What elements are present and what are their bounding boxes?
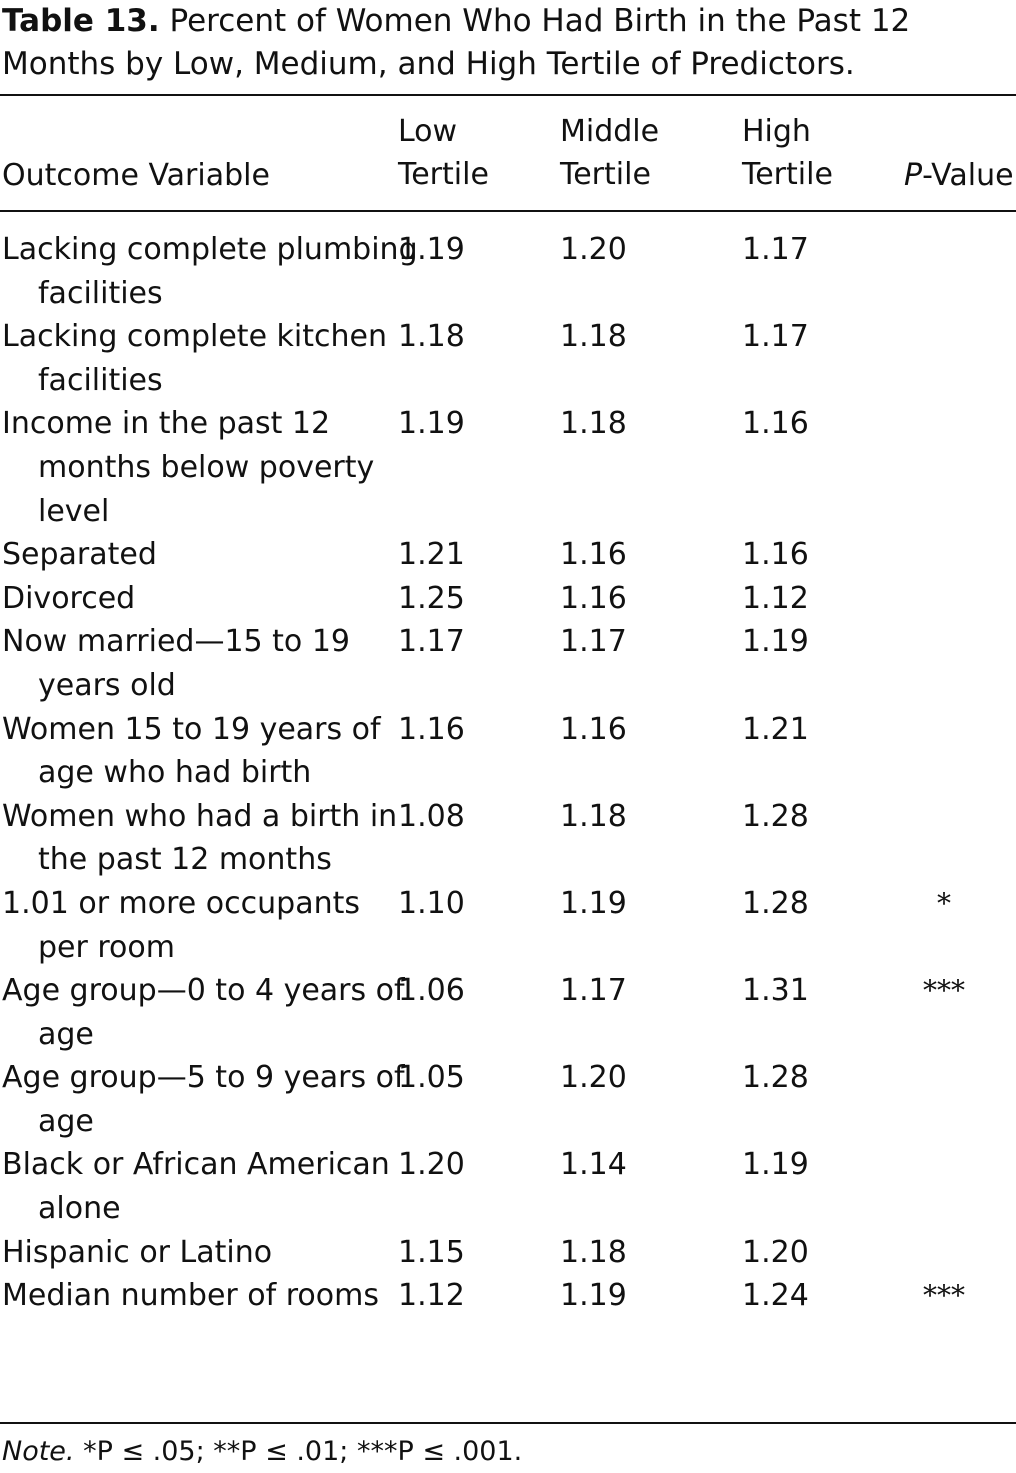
cell-high-tertile: 1.19 [742, 1147, 809, 1183]
cell-middle-tertile: 1.20 [560, 232, 627, 267]
cell-high-tertile: 1.16 [742, 406, 809, 442]
table-number: Table 13. [2, 3, 160, 39]
table-row [0, 882, 1016, 969]
header-middle-tertile: Middle Tertile [560, 114, 660, 192]
table-row [0, 708, 1016, 795]
cell-middle-tertile: 1.17 [560, 973, 627, 1009]
header-p-value: P-Value [904, 158, 1014, 193]
cell-outcome-variable: Now married—15 to 19 years old [2, 624, 350, 703]
cell-p-value: *** [923, 1279, 965, 1313]
table-row [0, 1056, 1016, 1143]
top-rule [0, 94, 1016, 96]
cell-outcome-variable: Hispanic or Latino [2, 1234, 273, 1270]
cell-high-tertile: 1.20 [742, 1234, 809, 1270]
cell-outcome-variable: Black or African American alone [2, 1147, 390, 1227]
table-row [0, 315, 1016, 402]
cell-low-tertile: 1.08 [398, 798, 465, 834]
cell-p-value: *** [923, 974, 965, 1008]
header-outcome-variable: Outcome Variable [2, 158, 270, 193]
cell-middle-tertile: 1.18 [560, 1234, 627, 1270]
cell-outcome-variable: Separated [2, 537, 157, 573]
cell-low-tertile: 1.18 [398, 319, 465, 355]
cell-high-tertile: 1.24 [742, 1278, 809, 1314]
cell-outcome-variable: Divorced [2, 580, 136, 616]
cell-outcome-variable: Income in the past 12 months below poverty level [2, 406, 375, 529]
cell-high-tertile: 1.17 [742, 319, 809, 355]
cell-low-tertile: 1.10 [398, 885, 465, 921]
cell-high-tertile: 1.19 [742, 624, 809, 660]
cell-middle-tertile: 1.20 [560, 1060, 627, 1096]
note-label: Note. [2, 1436, 75, 1467]
table-row [0, 1143, 1016, 1230]
cell-low-tertile: 1.05 [398, 1060, 465, 1096]
cell-outcome-variable: Women who had a birth in the past 12 months [2, 798, 398, 878]
table-note [2, 1432, 522, 1472]
cell-high-tertile: 1.17 [742, 232, 809, 267]
cell-high-tertile: 1.21 [742, 711, 809, 747]
header-high-tertile: High Tertile [742, 114, 833, 192]
cell-outcome-variable: Median number of rooms [2, 1278, 379, 1314]
header-rule [0, 210, 1016, 212]
table-row [0, 228, 1016, 315]
table-title: Percent of Women Who Had Birth in the Past 12 Months by Low, Medium, and High Tertile of Predictors. [2, 3, 911, 82]
table-header [0, 110, 1016, 202]
cell-low-tertile: 1.16 [398, 711, 465, 747]
cell-middle-tertile: 1.14 [560, 1147, 627, 1183]
cell-high-tertile: 1.28 [742, 798, 809, 834]
table-row [0, 1274, 1016, 1318]
cell-low-tertile: 1.12 [398, 1278, 465, 1314]
cell-high-tertile: 1.31 [742, 973, 809, 1009]
cell-high-tertile: 1.28 [742, 885, 809, 921]
cell-low-tertile: 1.17 [398, 624, 465, 660]
cell-outcome-variable: 1.01 or more occupants per room [2, 885, 360, 965]
table-body [0, 228, 1016, 1318]
cell-outcome-variable: Lacking complete kitchen facilities [2, 319, 388, 398]
table-row [0, 969, 1016, 1056]
table-row [0, 795, 1016, 882]
cell-high-tertile: 1.28 [742, 1060, 809, 1096]
cell-outcome-variable: Lacking complete plumbing facilities [2, 232, 418, 311]
cell-p-value: * [937, 886, 951, 920]
note-text: *P ≤ .05; **P ≤ .01; ***P ≤ .001. [83, 1436, 523, 1467]
table-row [0, 1231, 1016, 1275]
cell-low-tertile: 1.25 [398, 580, 465, 616]
table-row [0, 402, 1016, 533]
table-row [0, 577, 1016, 621]
cell-middle-tertile: 1.18 [560, 406, 627, 442]
cell-middle-tertile: 1.16 [560, 711, 627, 747]
cell-middle-tertile: 1.19 [560, 885, 627, 921]
cell-low-tertile: 1.15 [398, 1234, 465, 1270]
cell-low-tertile: 1.19 [398, 232, 465, 267]
cell-middle-tertile: 1.18 [560, 798, 627, 834]
cell-low-tertile: 1.19 [398, 406, 465, 442]
cell-middle-tertile: 1.16 [560, 537, 627, 573]
cell-outcome-variable: Age group—0 to 4 years of age [2, 973, 405, 1052]
cell-middle-tertile: 1.19 [560, 1278, 627, 1314]
cell-middle-tertile: 1.16 [560, 580, 627, 616]
table-row [0, 533, 1016, 577]
cell-outcome-variable: Women 15 to 19 years of age who had birth [2, 711, 381, 791]
cell-high-tertile: 1.12 [742, 580, 809, 616]
cell-low-tertile: 1.21 [398, 537, 465, 573]
cell-low-tertile: 1.06 [398, 973, 465, 1009]
table-caption [2, 0, 1012, 86]
bottom-rule [0, 1422, 1016, 1424]
table-row [0, 620, 1016, 707]
cell-low-tertile: 1.20 [398, 1147, 465, 1183]
header-low-tertile: Low Tertile [398, 114, 489, 192]
cell-outcome-variable: Age group—5 to 9 years of age [2, 1060, 405, 1139]
cell-high-tertile: 1.16 [742, 537, 809, 573]
cell-middle-tertile: 1.17 [560, 624, 627, 660]
cell-middle-tertile: 1.18 [560, 319, 627, 355]
